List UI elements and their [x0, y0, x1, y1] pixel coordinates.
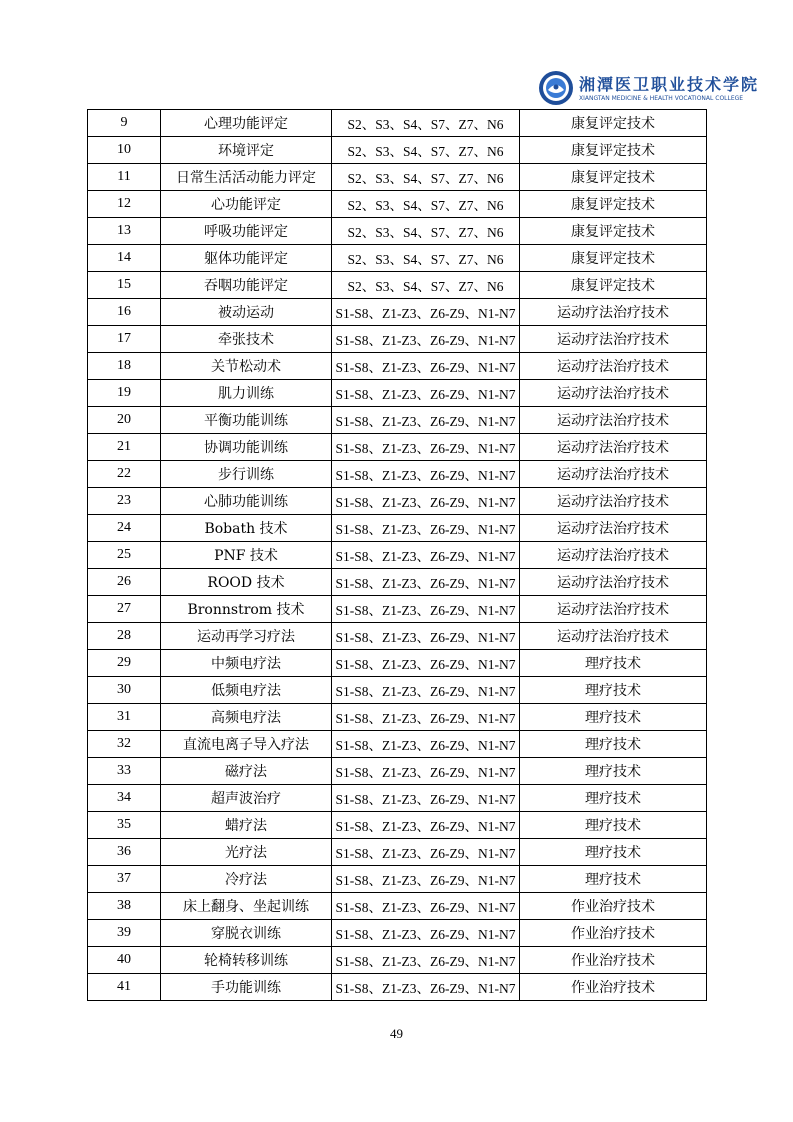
item-name: 直流电离子导入疗法 — [161, 731, 332, 758]
technique-category: 运动疗法治疗技术 — [520, 515, 707, 542]
table-row — [88, 623, 707, 650]
row-number: 27 — [88, 596, 161, 623]
technique-category: 理疗技术 — [520, 731, 707, 758]
row-number: 30 — [88, 677, 161, 704]
row-number: 12 — [88, 191, 161, 218]
competency-code: S1-S8、Z1-Z3、Z6-Z9、N1-N7 — [332, 812, 520, 839]
table-row — [88, 137, 707, 164]
technique-category: 康复评定技术 — [520, 191, 707, 218]
technique-category: 作业治疗技术 — [520, 893, 707, 920]
technique-category: 运动疗法治疗技术 — [520, 542, 707, 569]
college-name-en: XIANGTAN MEDICINE & HEALTH VOCATIONAL COLLEGE — [579, 95, 744, 102]
technique-category: 康复评定技术 — [520, 110, 707, 137]
item-name: 呼吸功能评定 — [161, 218, 332, 245]
row-number: 23 — [88, 488, 161, 515]
competency-code: S1-S8、Z1-Z3、Z6-Z9、N1-N7 — [332, 515, 520, 542]
competency-code: S1-S8、Z1-Z3、Z6-Z9、N1-N7 — [332, 326, 520, 353]
technique-category: 理疗技术 — [520, 866, 707, 893]
table-row — [88, 407, 707, 434]
item-name: ROOD 技术 — [161, 569, 332, 596]
row-number: 20 — [88, 407, 161, 434]
competency-code: S1-S8、Z1-Z3、Z6-Z9、N1-N7 — [332, 434, 520, 461]
technique-category: 运动疗法治疗技术 — [520, 596, 707, 623]
technique-category: 理疗技术 — [520, 650, 707, 677]
row-number: 24 — [88, 515, 161, 542]
item-name: 床上翻身、坐起训练 — [161, 893, 332, 920]
item-name: 冷疗法 — [161, 866, 332, 893]
technique-category: 运动疗法治疗技术 — [520, 380, 707, 407]
table-row — [88, 380, 707, 407]
row-number: 26 — [88, 569, 161, 596]
table-row — [88, 488, 707, 515]
competency-code: S1-S8、Z1-Z3、Z6-Z9、N1-N7 — [332, 407, 520, 434]
college-logo — [538, 66, 760, 112]
item-name: 手功能训练 — [161, 974, 332, 1001]
row-number: 39 — [88, 920, 161, 947]
competency-code: S1-S8、Z1-Z3、Z6-Z9、N1-N7 — [332, 866, 520, 893]
row-number: 13 — [88, 218, 161, 245]
technique-category: 康复评定技术 — [520, 272, 707, 299]
technique-category: 理疗技术 — [520, 758, 707, 785]
row-number: 28 — [88, 623, 161, 650]
table-row — [88, 812, 707, 839]
technique-category: 康复评定技术 — [520, 245, 707, 272]
technique-category: 理疗技术 — [520, 785, 707, 812]
item-name: 高频电疗法 — [161, 704, 332, 731]
competency-code: S1-S8、Z1-Z3、Z6-Z9、N1-N7 — [332, 569, 520, 596]
item-name: 日常生活活动能力评定 — [161, 164, 332, 191]
technique-category: 理疗技术 — [520, 704, 707, 731]
table-row — [88, 785, 707, 812]
item-name: 躯体功能评定 — [161, 245, 332, 272]
table-row — [88, 245, 707, 272]
row-number: 10 — [88, 137, 161, 164]
row-number: 9 — [88, 110, 161, 137]
table-row — [88, 947, 707, 974]
technique-category: 理疗技术 — [520, 677, 707, 704]
technique-category: 理疗技术 — [520, 839, 707, 866]
item-name: 牵张技术 — [161, 326, 332, 353]
row-number: 35 — [88, 812, 161, 839]
table-row — [88, 758, 707, 785]
item-name: 低频电疗法 — [161, 677, 332, 704]
technique-category: 运动疗法治疗技术 — [520, 407, 707, 434]
item-name: 平衡功能训练 — [161, 407, 332, 434]
table-row — [88, 650, 707, 677]
row-number: 15 — [88, 272, 161, 299]
item-name: 光疗法 — [161, 839, 332, 866]
item-name: 心功能评定 — [161, 191, 332, 218]
item-name: 步行训练 — [161, 461, 332, 488]
technique-category: 理疗技术 — [520, 812, 707, 839]
competency-code: S2、S3、S4、S7、Z7、N6 — [332, 218, 520, 245]
item-name: 磁疗法 — [161, 758, 332, 785]
competency-code: S1-S8、Z1-Z3、Z6-Z9、N1-N7 — [332, 704, 520, 731]
competency-code: S2、S3、S4、S7、Z7、N6 — [332, 245, 520, 272]
row-number: 41 — [88, 974, 161, 1001]
competency-code: S1-S8、Z1-Z3、Z6-Z9、N1-N7 — [332, 353, 520, 380]
table-row — [88, 569, 707, 596]
competency-code: S1-S8、Z1-Z3、Z6-Z9、N1-N7 — [332, 731, 520, 758]
competency-code: S1-S8、Z1-Z3、Z6-Z9、N1-N7 — [332, 596, 520, 623]
technique-category: 运动疗法治疗技术 — [520, 488, 707, 515]
skills-table-body — [88, 110, 707, 1001]
item-name: 吞咽功能评定 — [161, 272, 332, 299]
table-row — [88, 515, 707, 542]
table-row — [88, 839, 707, 866]
item-name: PNF 技术 — [161, 542, 332, 569]
item-name: 运动再学习疗法 — [161, 623, 332, 650]
table-row — [88, 596, 707, 623]
technique-category: 康复评定技术 — [520, 137, 707, 164]
competency-code: S2、S3、S4、S7、Z7、N6 — [332, 164, 520, 191]
table-row — [88, 353, 707, 380]
competency-code: S1-S8、Z1-Z3、Z6-Z9、N1-N7 — [332, 299, 520, 326]
item-name: 被动运动 — [161, 299, 332, 326]
table-row — [88, 542, 707, 569]
table-row — [88, 110, 707, 137]
table-row — [88, 434, 707, 461]
table-row — [88, 218, 707, 245]
item-name: 协调功能训练 — [161, 434, 332, 461]
table-row — [88, 272, 707, 299]
competency-code: S2、S3、S4、S7、Z7、N6 — [332, 272, 520, 299]
row-number: 37 — [88, 866, 161, 893]
item-name: 蜡疗法 — [161, 812, 332, 839]
item-name: 轮椅转移训练 — [161, 947, 332, 974]
table-row — [88, 191, 707, 218]
table-row — [88, 299, 707, 326]
row-number: 32 — [88, 731, 161, 758]
competency-code: S1-S8、Z1-Z3、Z6-Z9、N1-N7 — [332, 488, 520, 515]
row-number: 19 — [88, 380, 161, 407]
row-number: 40 — [88, 947, 161, 974]
row-number: 16 — [88, 299, 161, 326]
item-name: 关节松动术 — [161, 353, 332, 380]
competency-code: S2、S3、S4、S7、Z7、N6 — [332, 137, 520, 164]
table-row — [88, 164, 707, 191]
technique-category: 作业治疗技术 — [520, 974, 707, 1001]
competency-code: S2、S3、S4、S7、Z7、N6 — [332, 110, 520, 137]
competency-code: S1-S8、Z1-Z3、Z6-Z9、N1-N7 — [332, 380, 520, 407]
row-number: 36 — [88, 839, 161, 866]
table-row — [88, 866, 707, 893]
table-row — [88, 920, 707, 947]
table-row — [88, 461, 707, 488]
table-row — [88, 677, 707, 704]
row-number: 29 — [88, 650, 161, 677]
item-name: 肌力训练 — [161, 380, 332, 407]
competency-code: S1-S8、Z1-Z3、Z6-Z9、N1-N7 — [332, 623, 520, 650]
skills-table — [87, 109, 707, 1001]
technique-category: 运动疗法治疗技术 — [520, 326, 707, 353]
technique-category: 康复评定技术 — [520, 218, 707, 245]
competency-code: S1-S8、Z1-Z3、Z6-Z9、N1-N7 — [332, 893, 520, 920]
item-name: 心理功能评定 — [161, 110, 332, 137]
competency-code: S1-S8、Z1-Z3、Z6-Z9、N1-N7 — [332, 839, 520, 866]
technique-category: 运动疗法治疗技术 — [520, 461, 707, 488]
competency-code: S2、S3、S4、S7、Z7、N6 — [332, 191, 520, 218]
college-emblem-icon — [538, 70, 574, 106]
table-row — [88, 893, 707, 920]
competency-code: S1-S8、Z1-Z3、Z6-Z9、N1-N7 — [332, 461, 520, 488]
page-number: 49 — [390, 1026, 403, 1041]
row-number: 11 — [88, 164, 161, 191]
technique-category: 运动疗法治疗技术 — [520, 569, 707, 596]
row-number: 21 — [88, 434, 161, 461]
row-number: 38 — [88, 893, 161, 920]
item-name: 心肺功能训练 — [161, 488, 332, 515]
item-name: 中频电疗法 — [161, 650, 332, 677]
table-row — [88, 704, 707, 731]
item-name: 超声波治疗 — [161, 785, 332, 812]
competency-code: S1-S8、Z1-Z3、Z6-Z9、N1-N7 — [332, 920, 520, 947]
college-name-cn: 湘潭医卫职业技术学院 — [579, 75, 760, 94]
competency-code: S1-S8、Z1-Z3、Z6-Z9、N1-N7 — [332, 974, 520, 1001]
competency-code: S1-S8、Z1-Z3、Z6-Z9、N1-N7 — [332, 542, 520, 569]
technique-category: 康复评定技术 — [520, 164, 707, 191]
item-name: Bobath 技术 — [161, 515, 332, 542]
row-number: 34 — [88, 785, 161, 812]
competency-code: S1-S8、Z1-Z3、Z6-Z9、N1-N7 — [332, 650, 520, 677]
row-number: 17 — [88, 326, 161, 353]
row-number: 33 — [88, 758, 161, 785]
technique-category: 运动疗法治疗技术 — [520, 353, 707, 380]
technique-category: 作业治疗技术 — [520, 920, 707, 947]
item-name: 环境评定 — [161, 137, 332, 164]
row-number: 31 — [88, 704, 161, 731]
technique-category: 运动疗法治疗技术 — [520, 299, 707, 326]
row-number: 14 — [88, 245, 161, 272]
table-row — [88, 731, 707, 758]
item-name: 穿脱衣训练 — [161, 920, 332, 947]
table-row — [88, 974, 707, 1001]
technique-category: 作业治疗技术 — [520, 947, 707, 974]
technique-category: 运动疗法治疗技术 — [520, 434, 707, 461]
row-number: 22 — [88, 461, 161, 488]
row-number: 25 — [88, 542, 161, 569]
technique-category: 运动疗法治疗技术 — [520, 623, 707, 650]
table-row — [88, 326, 707, 353]
competency-code: S1-S8、Z1-Z3、Z6-Z9、N1-N7 — [332, 947, 520, 974]
item-name: Bronnstrom 技术 — [161, 596, 332, 623]
row-number: 18 — [88, 353, 161, 380]
competency-code: S1-S8、Z1-Z3、Z6-Z9、N1-N7 — [332, 785, 520, 812]
competency-code: S1-S8、Z1-Z3、Z6-Z9、N1-N7 — [332, 677, 520, 704]
competency-code: S1-S8、Z1-Z3、Z6-Z9、N1-N7 — [332, 758, 520, 785]
